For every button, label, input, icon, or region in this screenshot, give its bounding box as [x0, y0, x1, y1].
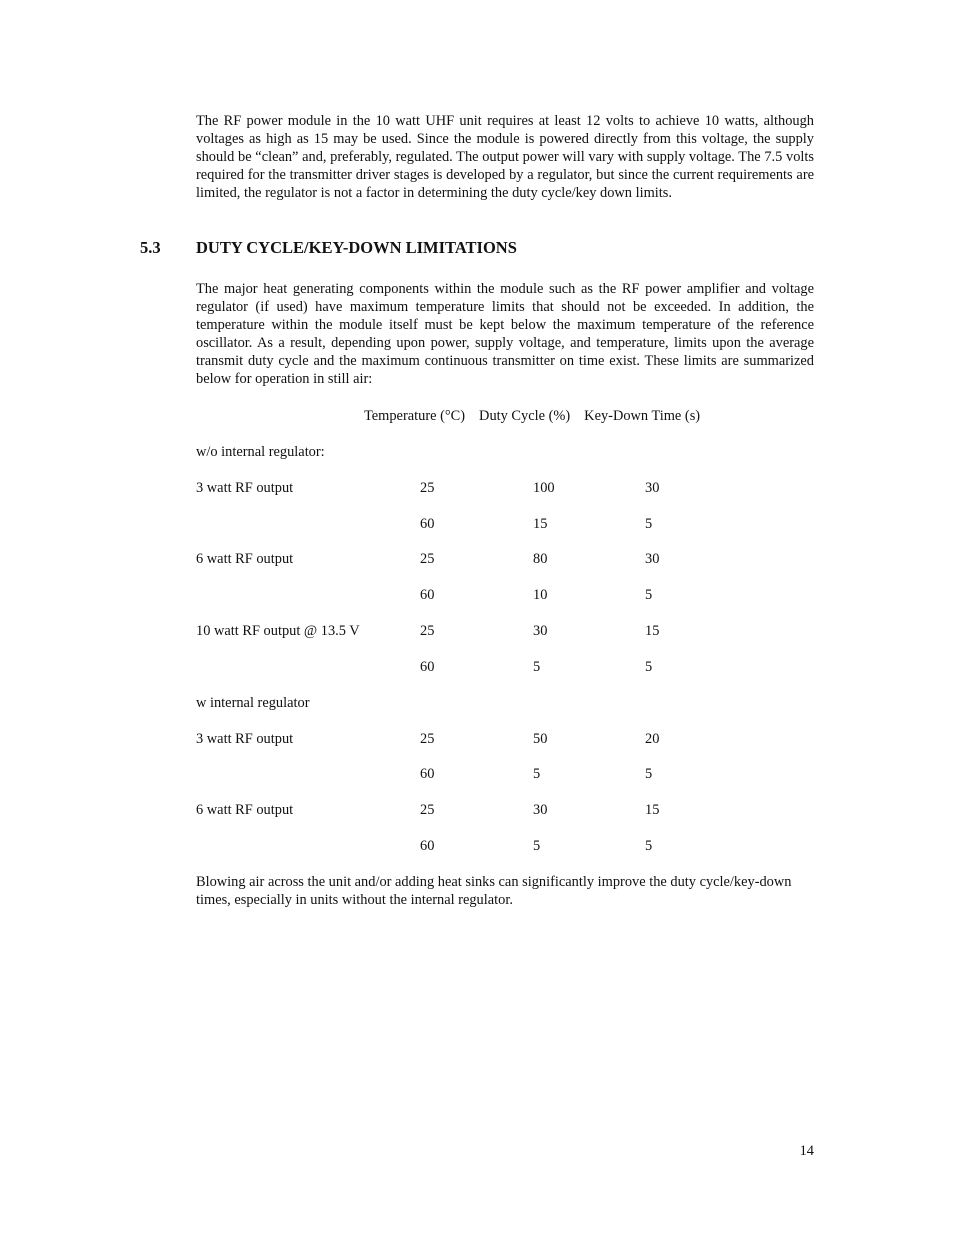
section-title: DUTY CYCLE/KEY-DOWN LIMITATIONS: [196, 238, 517, 257]
limits-paragraph: The major heat generating components within the module such as the RF power amplifier and voltage regulator (if used) have maximum temperature limits that should not be exceeded. In addition, the temperature within the module itself must be kept below the maximum temperature of the reference oscillator. As a result, depending upon power, supply voltage, and temperature, limits upon the average transmit duty cycle and the maximum continuous transmitter on time exist. These limits are summarized below for operation in still air:: [196, 281, 814, 387]
cell-temperature: 60: [420, 516, 435, 532]
cell-temperature: 60: [420, 838, 435, 854]
row-label: 3 watt RF output: [196, 731, 294, 747]
cell-key-down-time: 30: [645, 551, 660, 567]
table-row: [196, 694, 816, 712]
header-key-down-time: Key-Down Time (s): [584, 408, 701, 424]
section-number: 5.3: [140, 238, 161, 257]
cell-duty-cycle: 10: [533, 587, 548, 603]
table-row: [196, 837, 816, 855]
cell-key-down-time: 15: [645, 623, 660, 639]
cell-duty-cycle: 15: [533, 516, 548, 532]
cell-temperature: 25: [420, 551, 435, 567]
cell-temperature: 60: [420, 659, 435, 675]
cell-duty-cycle: 30: [533, 623, 548, 639]
intro-paragraph: The RF power module in the 10 watt UHF unit requires at least 12 volts to achieve 10 watts, although voltages as high as 15 may be used. Since the module is powered directly from this voltage, the supply should be “clean” and, preferably, regulated. The output power will vary with supply voltage. The 7.5 volts required for the transmitter driver stages is developed by a regulator, but since the current requirements are limited, the regulator is not a factor in determining the duty cycle/key down limits.: [196, 113, 814, 201]
cell-duty-cycle: 80: [533, 551, 548, 567]
cell-key-down-time: 20: [645, 731, 660, 747]
cell-temperature: 60: [420, 587, 435, 603]
header-temperature: Temperature (°C): [364, 408, 466, 424]
table-row: [196, 801, 816, 819]
page-number: 14: [799, 1143, 814, 1159]
cell-key-down-time: 5: [645, 516, 653, 532]
header-duty-cycle: Duty Cycle (%): [479, 408, 571, 424]
cell-duty-cycle: 30: [533, 802, 548, 818]
cell-key-down-time: 15: [645, 802, 660, 818]
table-row: [196, 550, 816, 568]
table-row: [196, 515, 816, 533]
row-label: w internal regulator: [196, 695, 310, 711]
section-heading: [140, 237, 517, 259]
cell-duty-cycle: 100: [533, 480, 555, 496]
cell-temperature: 25: [420, 802, 435, 818]
cell-duty-cycle: 5: [533, 766, 541, 782]
cell-duty-cycle: 5: [533, 659, 541, 675]
table-header-row: [364, 407, 700, 425]
table-row: [196, 443, 816, 461]
closing-paragraph: Blowing air across the unit and/or adding heat sinks can significantly improve the duty cycle/key-down times, especially in units without the internal regulator.: [196, 874, 792, 908]
cell-key-down-time: 5: [645, 659, 653, 675]
row-label: w/o internal regulator:: [196, 444, 325, 460]
row-label: 3 watt RF output: [196, 480, 294, 496]
row-label: 6 watt RF output: [196, 551, 294, 567]
cell-key-down-time: 5: [645, 587, 653, 603]
cell-temperature: 25: [420, 623, 435, 639]
cell-temperature: 25: [420, 480, 435, 496]
table-row: [196, 622, 816, 640]
row-label: 10 watt RF output @ 13.5 V: [196, 623, 360, 639]
table-row: [196, 586, 816, 604]
table-row: [196, 479, 816, 497]
table-row: [196, 765, 816, 783]
cell-temperature: 25: [420, 731, 435, 747]
cell-key-down-time: 5: [645, 838, 653, 854]
table-row: [196, 658, 816, 676]
cell-duty-cycle: 50: [533, 731, 548, 747]
cell-key-down-time: 30: [645, 480, 660, 496]
cell-temperature: 60: [420, 766, 435, 782]
table-row: [196, 730, 816, 748]
cell-key-down-time: 5: [645, 766, 653, 782]
row-label: 6 watt RF output: [196, 802, 294, 818]
cell-duty-cycle: 5: [533, 838, 541, 854]
